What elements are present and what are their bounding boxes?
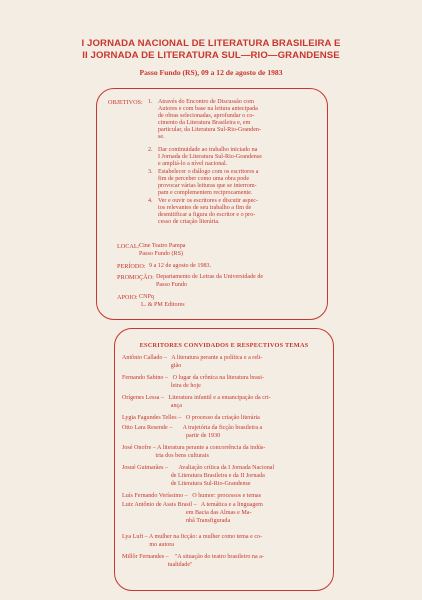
- writer-row: tualidade": [122, 562, 193, 568]
- objective-line: Estabelecer o diálogo com os escritores a: [158, 169, 259, 175]
- writer-row: Millôr Fernandes – "A situação do teatro brasileiro na a-: [122, 554, 264, 560]
- objective-line: I Jornada de Literatura Sul-Rio-Grandense: [158, 154, 262, 161]
- objective-line: pam e complementem reciprocamente.: [158, 190, 253, 197]
- writer-row: mo autora: [122, 542, 174, 548]
- periodo-label: PERÍODO:: [117, 263, 146, 270]
- objective-item: [158, 147, 328, 168]
- promocao-label: PROMOÇÃO:: [117, 274, 154, 281]
- periodo-value: 9 a 12 de agosto de 1983.: [149, 263, 212, 269]
- writer-row: gião: [122, 363, 182, 369]
- local-label: LOCAL:: [117, 243, 140, 250]
- writers-heading: ESCRITORES CONVIDADOS E RESPECTIVOS TEMAS: [139, 342, 309, 349]
- writer-row: Josué Guimarães – Avaliação crítica da I Jornada Nacional: [122, 465, 275, 471]
- objective-line: provocar várias leituras que se interrom-: [158, 183, 257, 190]
- writer-row: Luís Fernando Veríssimo – O humor: processos e temas: [122, 493, 262, 499]
- objective-line: e ampliá-lo a nível nacional.: [158, 161, 228, 168]
- event-date: Passo Fundo (RS), 09 a 12 de agosto de 1983: [139, 68, 283, 77]
- writer-row: ança: [122, 403, 182, 409]
- writer-row: José Onofre – A literatura perante a concorrência da indús-: [122, 445, 266, 451]
- objective-line: se.: [158, 134, 165, 141]
- objective-line: Dar continuidade ao trabalho iniciado na: [158, 147, 258, 153]
- objective-line: Autores e com base na leitura antecipada: [158, 106, 258, 113]
- local-value: Cine Teatro Pampa: [139, 243, 186, 249]
- writer-row: Otto Lara Resende – A trajetória da ficção brasileira a: [122, 425, 263, 431]
- objective-item: [158, 169, 328, 197]
- writer-row: Antônio Callado – A literatura perante a política e a reli-: [122, 355, 263, 361]
- writer-row: leira de hoje: [122, 383, 201, 389]
- local-value-city: Passo Fundo (RS): [139, 251, 184, 257]
- apoio-value-editor: L. & PM Editores: [141, 302, 185, 308]
- writer-row: em Bacia das Almas e Ma-: [122, 510, 252, 516]
- writer-row: Lygia Fagundes Telles – O processo da criação literária: [122, 415, 260, 421]
- writer-row: Orígenes Lessa – Literatura infantil e a emancipação da cri-: [122, 395, 271, 401]
- apoio-label: APOIO:: [117, 294, 138, 301]
- objective-line: tos relevantes de seu trabalho a fim de: [158, 205, 252, 212]
- writer-row: de Literatura Brasileira e da II Jornada: [122, 473, 265, 479]
- objectives-label: OBJETIVOS:: [108, 99, 143, 106]
- objective-line: cesso de criação literária.: [158, 219, 220, 226]
- document-header: [0, 38, 422, 77]
- objective-line: de obras selecionadas, aprofundar o co-: [158, 113, 255, 120]
- writer-row: Lya Luft – A mulher na ficção: a mulher como tema e co-: [122, 534, 263, 540]
- objective-line: Através do Encontro de Discussão com: [158, 99, 254, 105]
- writer-row: Luiz Antônio de Assis Brasil – A temática e a linguagem: [122, 502, 263, 508]
- objective-item: [158, 99, 328, 142]
- objective-number: 2.: [148, 147, 153, 153]
- writer-row: Fernando Sabino – O lugar da crônica na literatura brasi-: [122, 375, 264, 381]
- objective-number: 1.: [148, 99, 153, 105]
- objective-line: particular, da Literatura Sul-Rio-Granden-: [158, 127, 261, 134]
- objective-line: cimento da Literatura Brasileira e, em: [158, 120, 251, 127]
- writer-row: partir de 1930: [122, 433, 221, 439]
- objective-item: [158, 198, 328, 226]
- objective-line: Ver e ouvir os escritores e discutir aspec-: [158, 198, 259, 204]
- objective-line: fim de perceber como uma obra pode: [158, 176, 250, 183]
- objective-number: 3.: [148, 169, 153, 175]
- objective-number: 4.: [148, 198, 153, 204]
- promocao-value: Departamento de Letras da Universidade de: [156, 274, 264, 280]
- objective-line: desmitificar a figura do escritor e o pro-: [158, 212, 256, 219]
- apoio-value: CNPq: [139, 294, 154, 300]
- writer-row: nhã Transfigurada: [122, 518, 231, 524]
- promocao-value-cont: Passo Fundo: [156, 282, 187, 288]
- title-line-1: I JORNADA NACIONAL DE LITERATURA BRASILEIRA E: [81, 38, 341, 49]
- writer-row: de Literatura Sul-Rio-Grandense: [122, 481, 251, 487]
- title-line-2: II JORNADA DE LITERATURA SUL—RIO—GRANDENSE: [82, 50, 340, 61]
- writer-row: tria dos bens culturais: [122, 453, 209, 459]
